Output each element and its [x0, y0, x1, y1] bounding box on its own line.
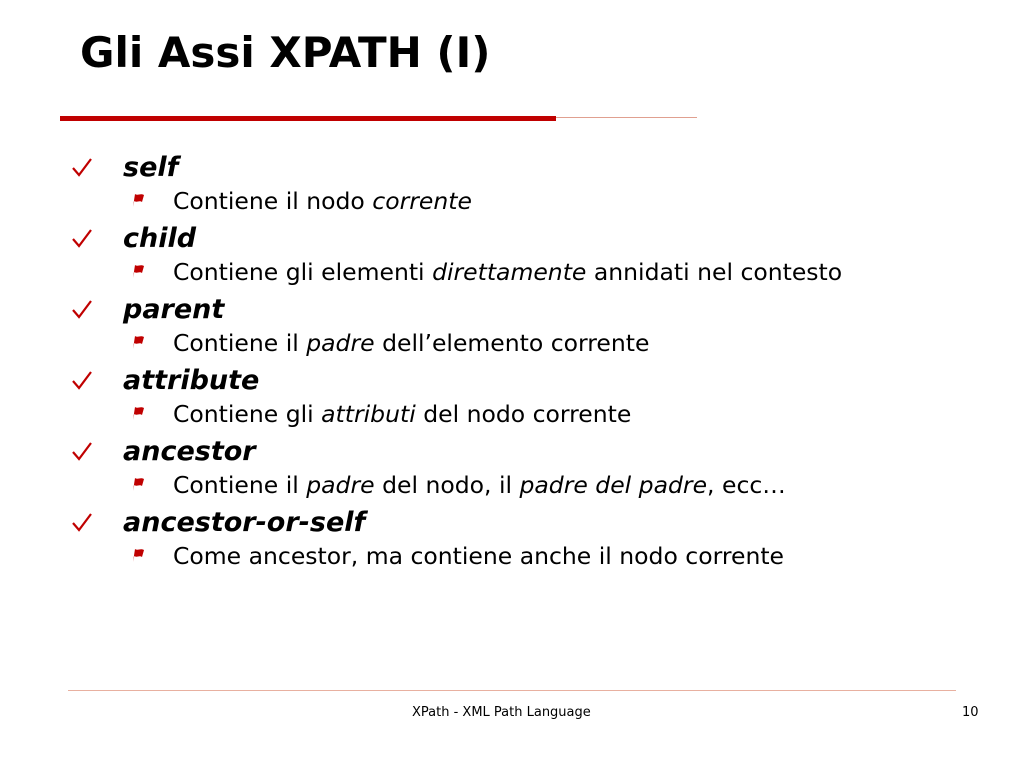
- axis-description: [70, 470, 873, 505]
- axis-description: [70, 541, 873, 576]
- description-text: , ecc…: [707, 471, 786, 499]
- axis-label: self: [123, 152, 179, 183]
- description-text: dell’elemento corrente: [374, 329, 650, 357]
- axis-item: [70, 363, 970, 434]
- description-emphasis: padre: [306, 471, 375, 499]
- description-text: annidati nel contesto: [586, 258, 843, 286]
- description-emphasis: attributi: [321, 400, 416, 428]
- title-underline-thick: [60, 116, 556, 121]
- flag-icon: [130, 263, 146, 279]
- description-text: del nodo, il: [374, 471, 520, 499]
- axis-name: [70, 292, 970, 328]
- axis-item: [70, 505, 970, 576]
- axis-name: [70, 221, 970, 257]
- footer-title: XPath - XML Path Language: [412, 705, 591, 720]
- checkmark-icon: [70, 440, 94, 464]
- checkmark-icon: [70, 511, 94, 535]
- slide-title: Gli Assi XPATH (I): [80, 28, 491, 77]
- checkmark-icon: [70, 227, 94, 251]
- axis-name: [70, 150, 970, 186]
- axis-item: [70, 150, 970, 221]
- description-text: Contiene il nodo: [173, 187, 373, 215]
- axis-label: child: [123, 223, 197, 254]
- description-text: Contiene il: [173, 329, 307, 357]
- description-emphasis: padre del padre: [519, 471, 708, 499]
- flag-icon: [130, 192, 146, 208]
- description-text: Contiene gli elementi: [173, 258, 433, 286]
- page-number: 10: [962, 705, 979, 720]
- axis-label: ancestor: [123, 436, 256, 467]
- axis-description: [70, 257, 873, 292]
- flag-icon: [130, 405, 146, 421]
- axis-name: [70, 434, 970, 470]
- description-emphasis: direttamente: [432, 258, 587, 286]
- description-text: Contiene gli: [173, 400, 322, 428]
- title-underline-thin: [556, 117, 697, 118]
- axis-name: [70, 363, 970, 399]
- description-text: Come ancestor, ma contiene anche il nodo corrente: [173, 542, 785, 570]
- axis-item: [70, 292, 970, 363]
- axis-name: [70, 505, 970, 541]
- flag-icon: [130, 334, 146, 350]
- axis-label: attribute: [123, 365, 260, 396]
- checkmark-icon: [70, 369, 94, 393]
- flag-icon: [130, 547, 146, 563]
- axis-item: [70, 221, 970, 292]
- axis-description: [70, 186, 873, 221]
- flag-icon: [130, 476, 146, 492]
- axis-description: [70, 328, 873, 363]
- axis-label: ancestor-or-self: [123, 507, 366, 538]
- axis-label: parent: [123, 294, 225, 325]
- description-emphasis: corrente: [372, 187, 472, 215]
- checkmark-icon: [70, 298, 94, 322]
- bullet-list: [70, 150, 970, 576]
- checkmark-icon: [70, 156, 94, 180]
- axis-item: [70, 434, 970, 505]
- axis-description: [70, 399, 873, 434]
- footer-divider: [68, 690, 956, 691]
- description-text: del nodo corrente: [415, 400, 632, 428]
- description-emphasis: padre: [306, 329, 375, 357]
- description-text: Contiene il: [173, 471, 307, 499]
